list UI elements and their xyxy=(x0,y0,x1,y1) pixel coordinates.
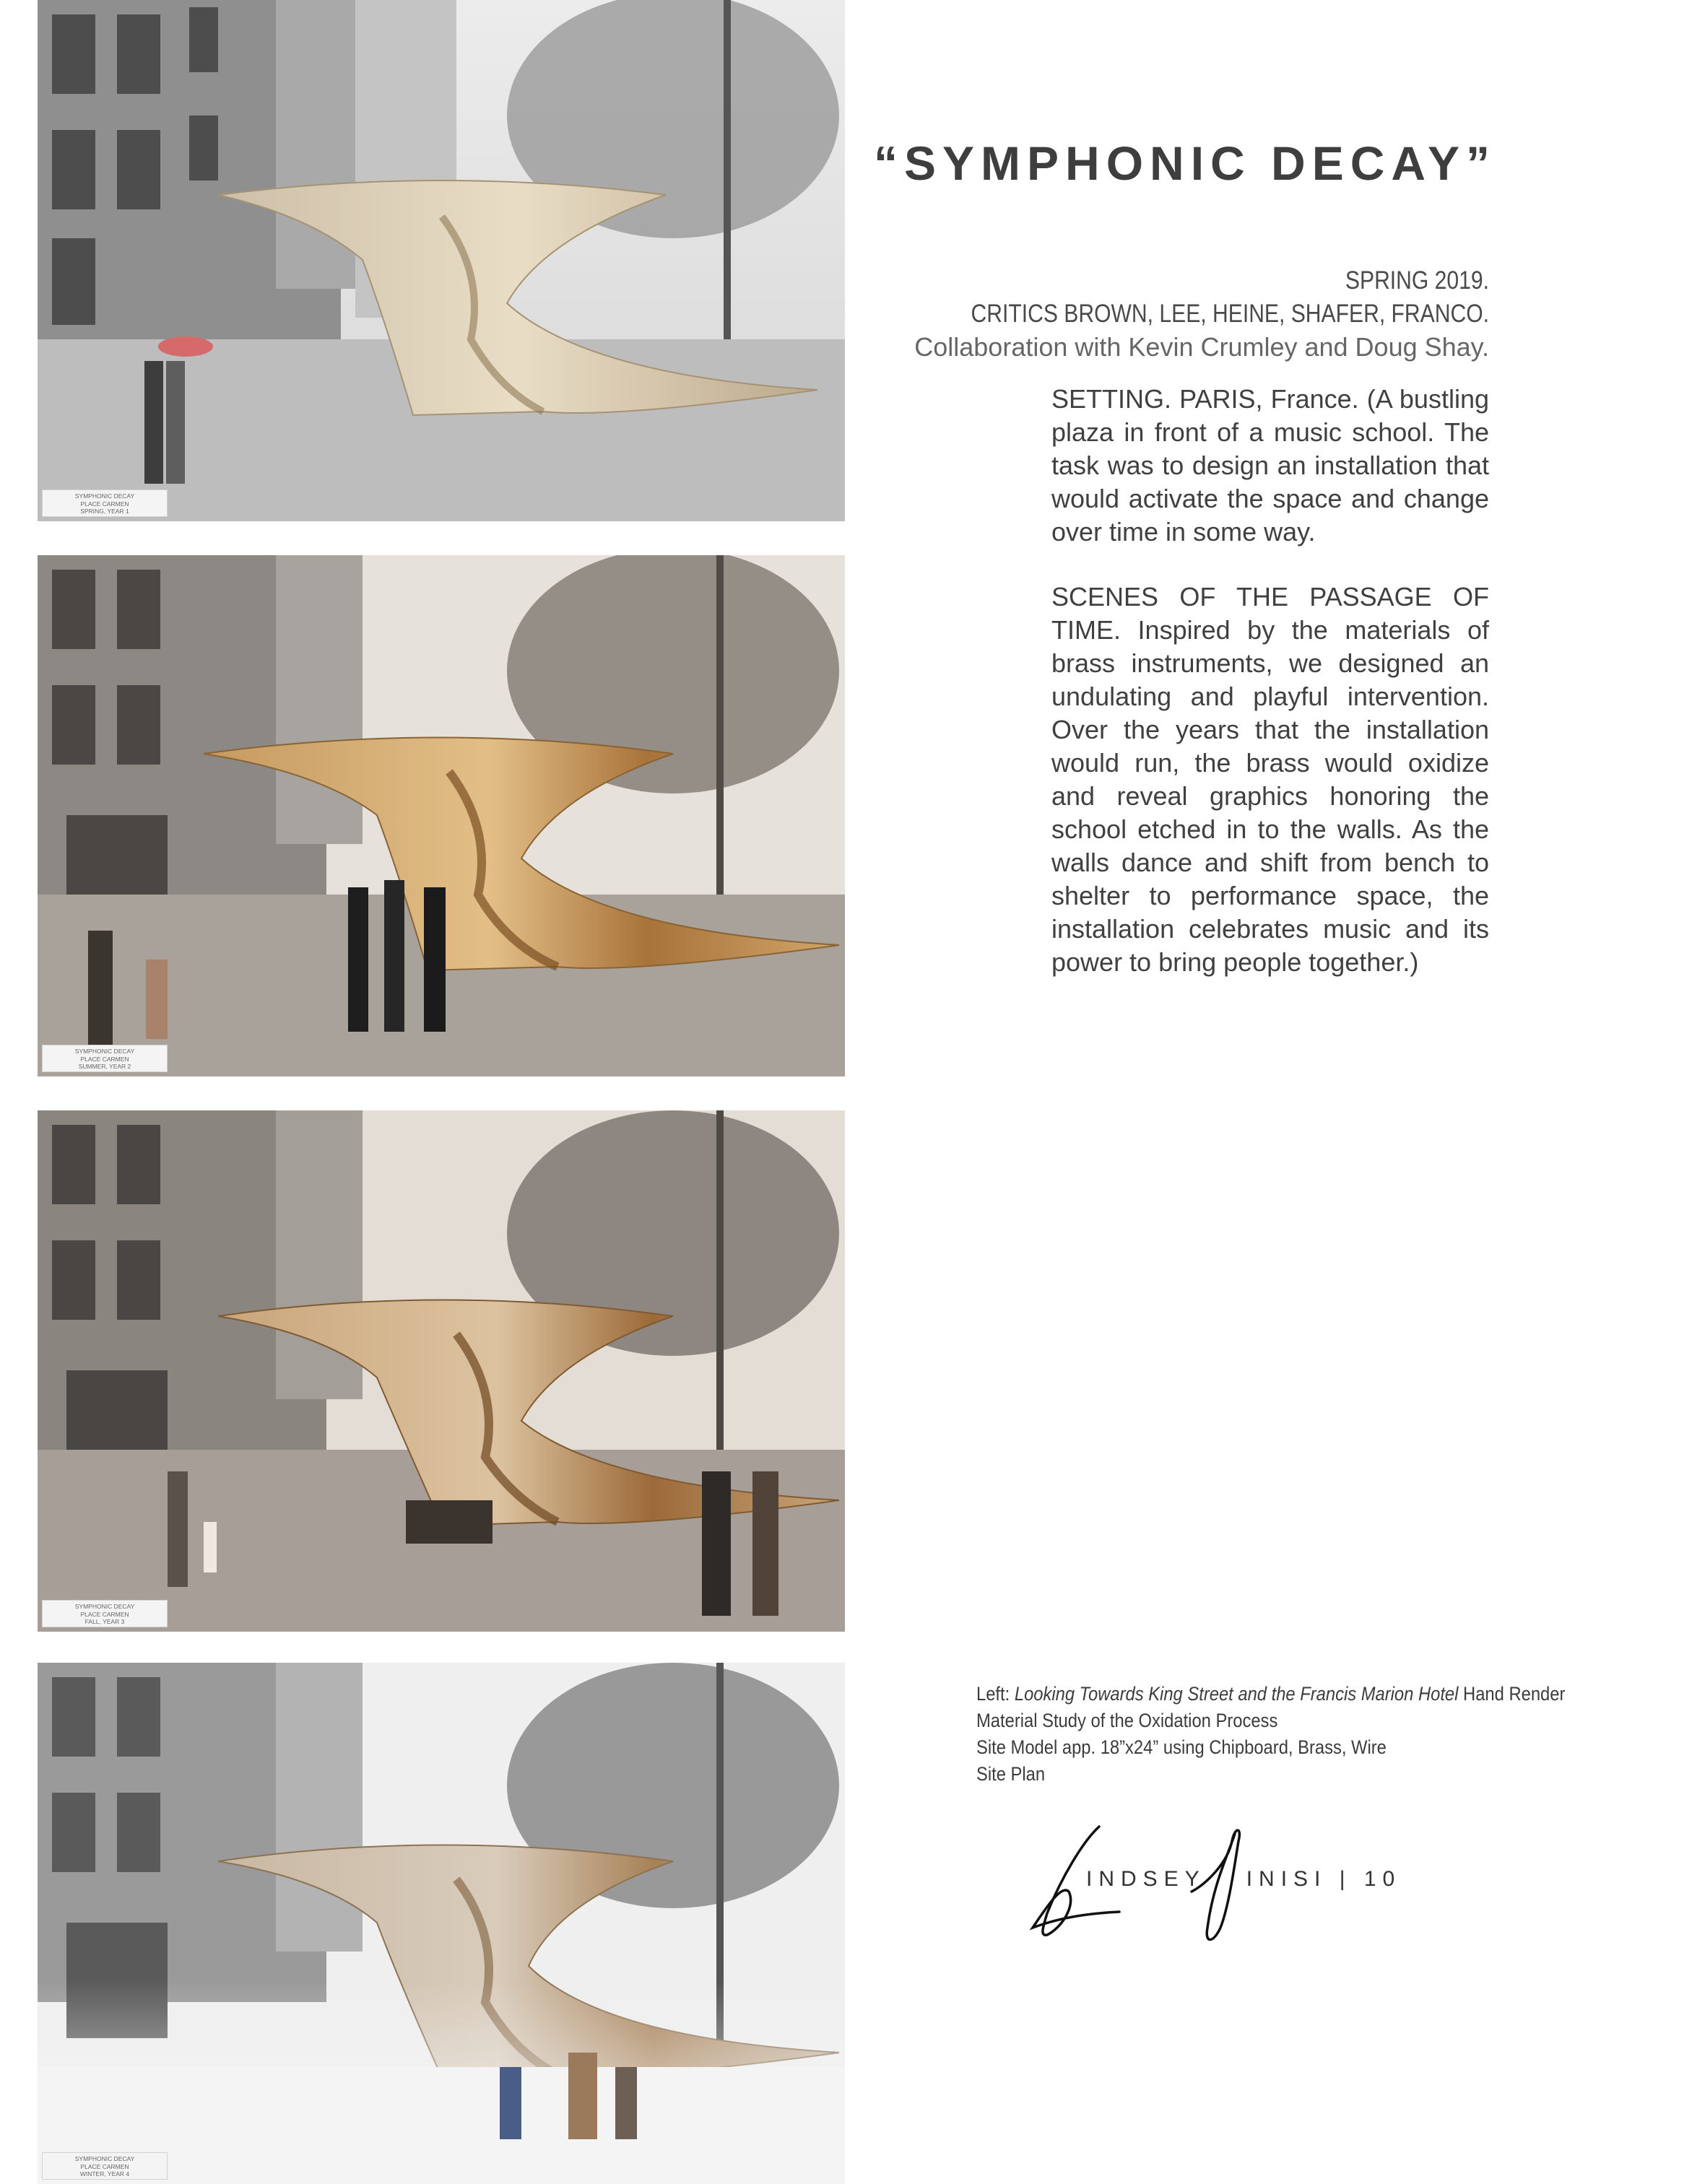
setting-paragraph: SETTING. PARIS, France. (A bustling plaza in front of a music school. The task was to design an installation that would activate the space and change over time in some way. xyxy=(1051,384,1489,547)
render-caption: SYMPHONIC DECAY PLACE CARMEN FALL, YEAR 3 xyxy=(42,1600,168,1627)
figure-note-4: Site Plan xyxy=(976,1763,1046,1785)
project-term: SPRING 2019. xyxy=(1345,266,1489,295)
figure-note-3: Site Model app. 18”x24” using Chipboard, Brass, Wire xyxy=(976,1736,1387,1758)
signature-text: INDSEY INISI | 10 xyxy=(1086,1867,1402,1891)
render-caption: SYMPHONIC DECAY PLACE CARMEN SPRING, YEAR 1 xyxy=(42,490,168,517)
winter-render-image xyxy=(38,1663,845,2184)
page-number: 10 xyxy=(1363,1867,1402,1891)
scenes-paragraph: SCENES OF THE PASSAGE OF TIME. Inspired by the materials of brass instruments, we designed an undulating and playful intervention. Over the years that the installation would run, the brass would oxidize and reveal graphics honoring the school etched in to the walls. As the walls dance and shift from bench to shelter to performance space, the installation celebrates music and its power to bring people together.) xyxy=(1051,582,1489,977)
render-caption: SYMPHONIC DECAY PLACE CARMEN SUMMER, YEAR 2 xyxy=(42,1045,168,1072)
render-summer xyxy=(38,555,845,1076)
project-credits xyxy=(839,264,1489,364)
project-title: “SYMPHONIC DECAY” xyxy=(874,136,1497,190)
figure-note-2: Material Study of the Oxidation Process xyxy=(976,1710,1278,1731)
project-collaboration: Collaboration with Kevin Crumley and Doug Shay. xyxy=(914,332,1489,362)
figure-note-left-title: Looking Towards King Street and the Francis Marion Hotel xyxy=(1014,1683,1459,1705)
project-critics: CRITICS BROWN, LEE, HEINE, SHAFER, FRANCO. xyxy=(971,300,1489,328)
figure-note-left: Left: Looking Towards King Street and the Francis Marion Hotel Hand Render xyxy=(976,1683,1566,1705)
summer-render-image xyxy=(38,555,845,1076)
spring-render-image xyxy=(38,0,845,521)
render-fall xyxy=(38,1110,845,1632)
fall-render-image xyxy=(38,1110,845,1632)
signature-block xyxy=(1018,1819,1567,1949)
render-winter xyxy=(38,1663,845,2184)
project-description xyxy=(1051,383,1489,1011)
figure-notes xyxy=(976,1681,1626,1788)
render-caption: SYMPHONIC DECAY PLACE CARMEN WINTER, YEAR 4 xyxy=(42,2152,168,2180)
render-spring xyxy=(38,0,845,521)
